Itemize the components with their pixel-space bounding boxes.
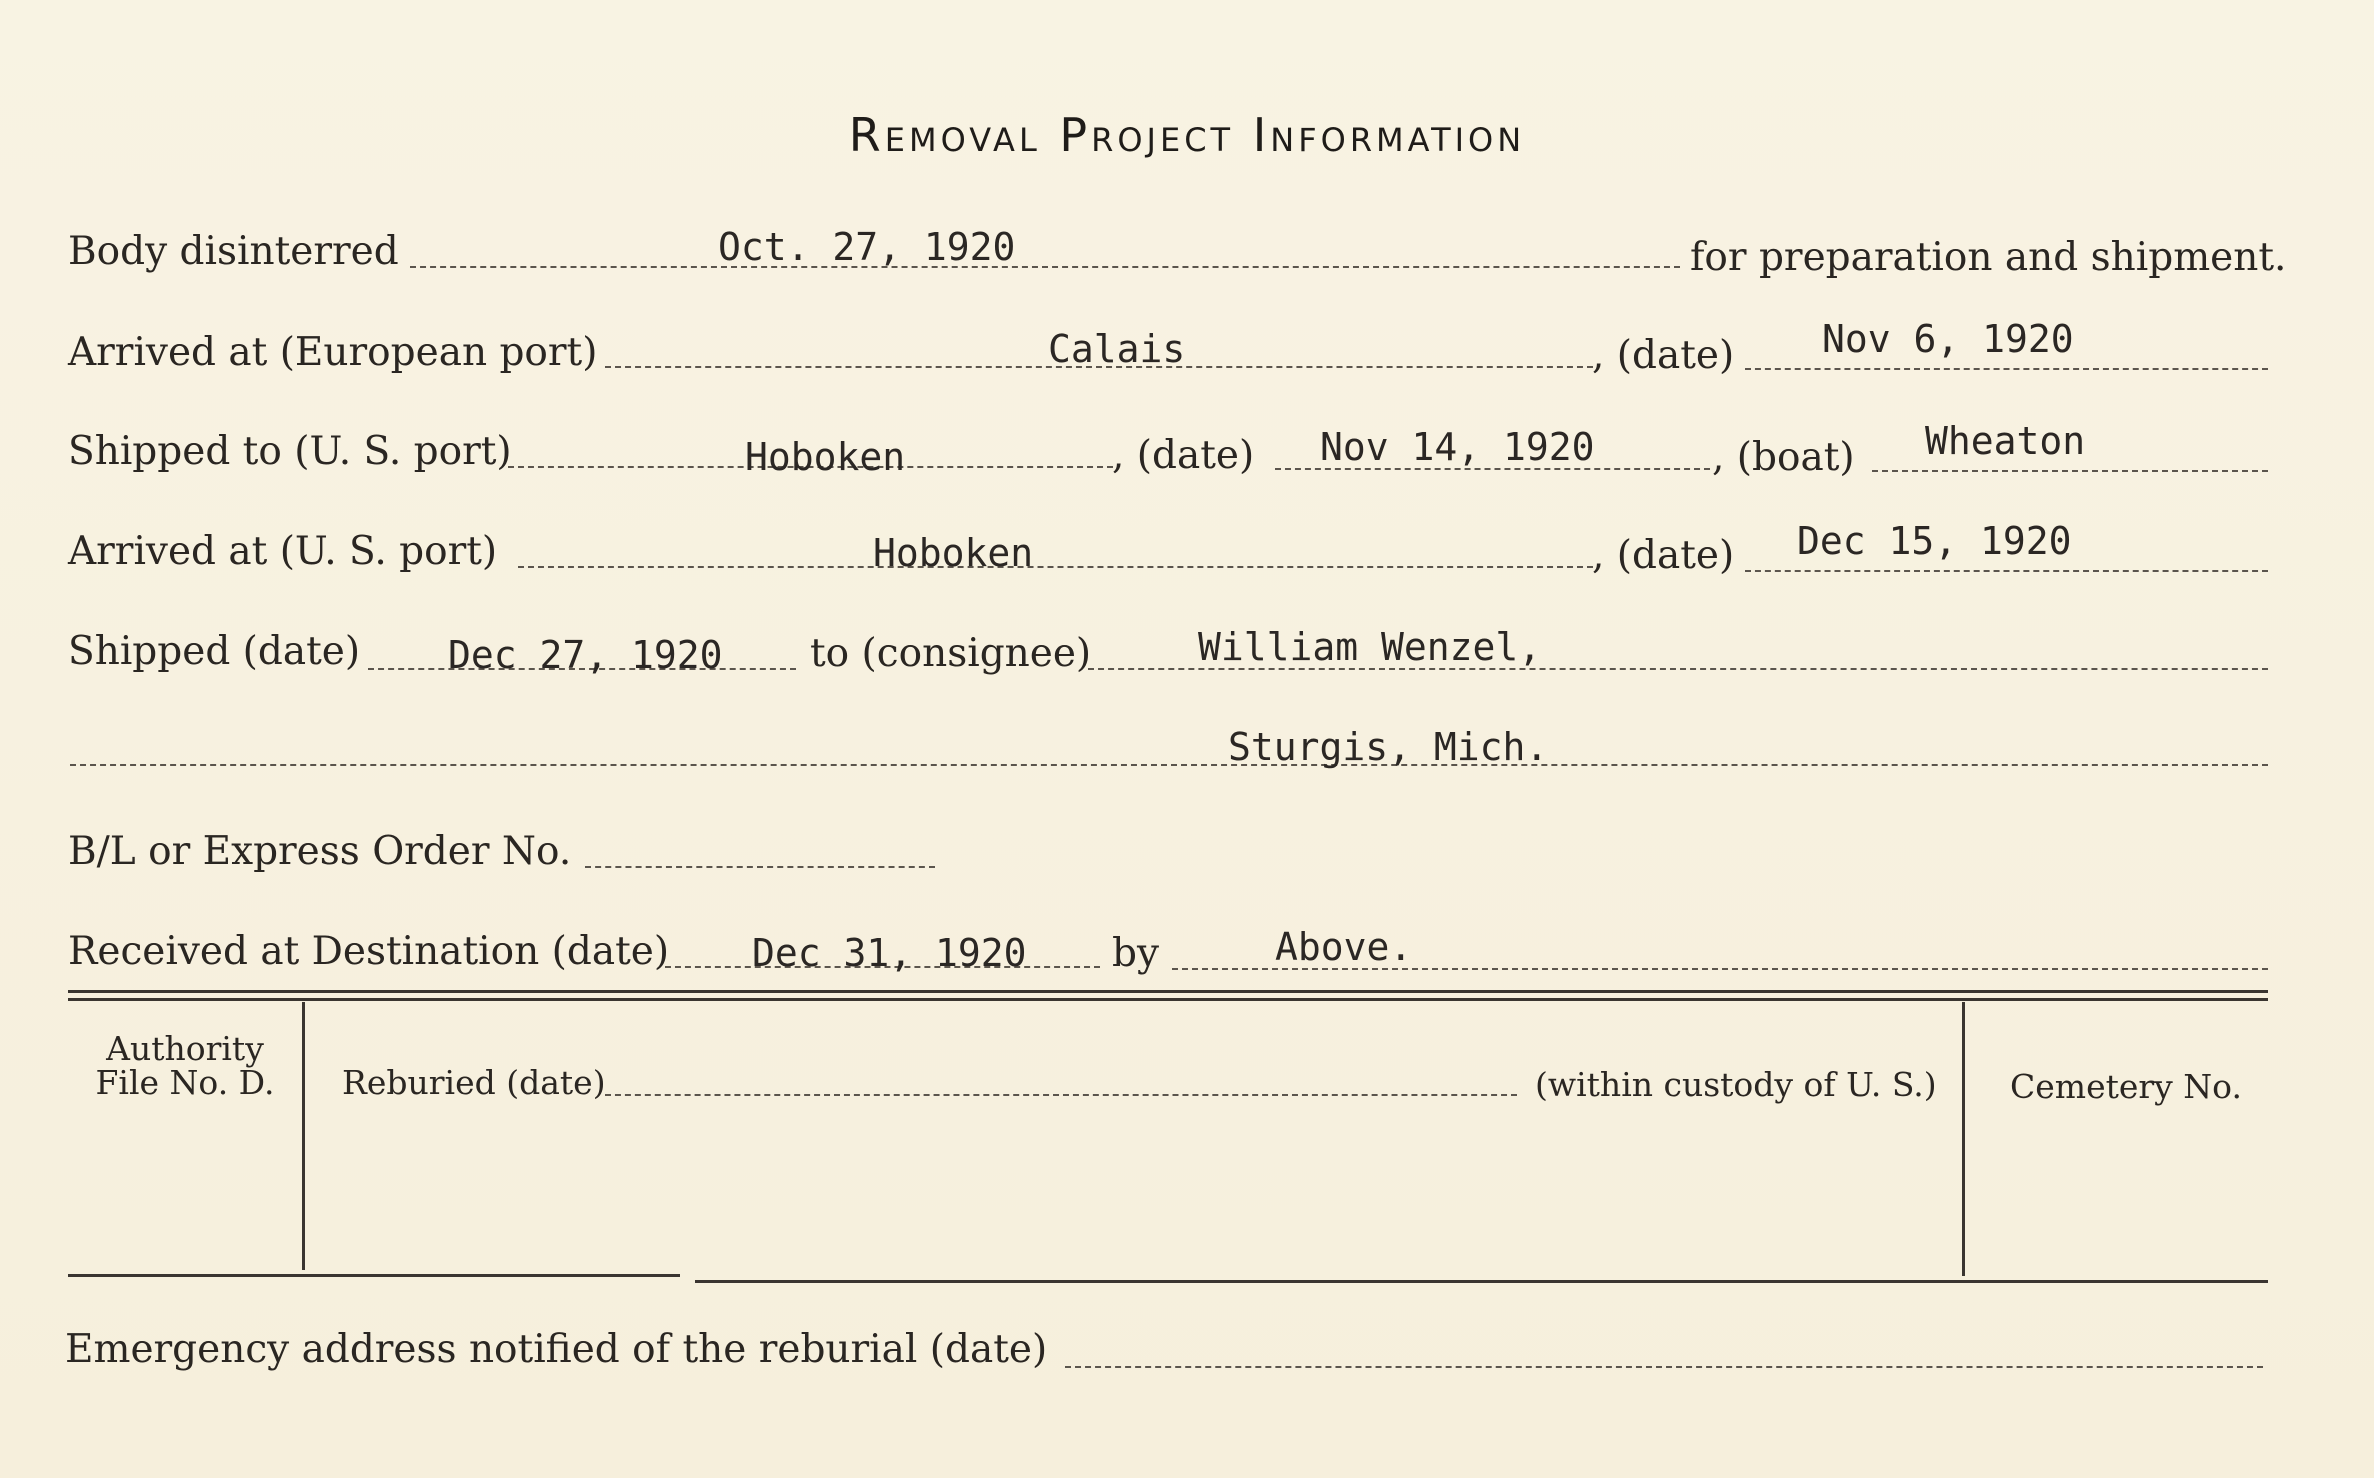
cemetery-label: Cemetery No. [2010,1067,2242,1106]
bl-order-label: B/L or Express Order No. [68,829,572,874]
table-bottom-rule-left [68,1274,680,1277]
double-rule-top [68,990,2268,993]
arrived-european-date-line [1745,368,2268,370]
arrived-us-port[interactable]: Hoboken [873,531,1034,575]
consignee-label: to (consignee) [810,631,1092,676]
shipped-us-boat[interactable]: Wheaton [1925,419,2086,463]
body-disinterred-value[interactable]: Oct. 27, 1920 [718,225,1016,269]
arrived-european-date[interactable]: Nov 6, 1920 [1822,317,2074,361]
table-divider-left [302,1002,305,1270]
body-disinterred-label: Body disinterred [68,229,399,274]
authority-label-line2: File No. D. [95,1063,275,1102]
double-rule-bottom [68,998,2268,1001]
shipped-us-date-label: , (date) [1112,433,1255,478]
arrived-us-date-label: , (date) [1592,533,1735,578]
reburied-line [605,1094,1517,1096]
consignee-address-line [70,764,2268,766]
shipped-date-label: Shipped (date) [68,629,361,674]
consignee-value[interactable]: William Wenzel, [1198,625,1542,669]
emergency-label: Emergency address notified of the reburial (date) [65,1327,1048,1372]
shipped-date-value[interactable]: Dec 27, 1920 [448,633,723,677]
arrived-us-date[interactable]: Dec 15, 1920 [1797,519,2072,563]
body-disinterred-suffix: for preparation and shipment. [1690,235,2287,280]
consignee-address[interactable]: Sturgis, Mich. [1228,725,1549,769]
body-disinterred-line [410,266,1680,268]
arrived-european-date-label: , (date) [1592,333,1735,378]
table-bottom-rule-right [695,1280,2268,1283]
arrived-us-date-line [1745,570,2268,572]
custody-label: (within custody of U. S.) [1535,1065,1937,1104]
received-by-value[interactable]: Above. [1275,925,1413,969]
received-date[interactable]: Dec 31, 1920 [752,931,1027,975]
arrived-european-label: Arrived at (European port) [68,330,598,375]
emergency-line [1065,1366,2263,1368]
arrived-us-line [518,566,1593,568]
arrived-us-label: Arrived at (U. S. port) [68,529,498,574]
arrived-european-port[interactable]: Calais [1048,327,1186,371]
reburied-label: Reburied (date) [342,1063,606,1102]
received-label: Received at Destination (date) [68,929,670,974]
shipped-us-port[interactable]: Hoboken [745,435,906,479]
shipped-us-date[interactable]: Nov 14, 1920 [1320,425,1595,469]
shipped-us-boat-line [1872,470,2268,472]
card-title: Removal Project Information [848,108,1526,162]
bl-order-line [585,866,935,868]
authority-label-line1: Authority [106,1029,264,1068]
table-divider-right [1962,1002,1965,1276]
received-by-label: by [1112,931,1159,976]
shipped-us-label: Shipped to (U. S. port) [68,429,512,474]
shipped-us-boat-label: , (boat) [1712,435,1855,480]
